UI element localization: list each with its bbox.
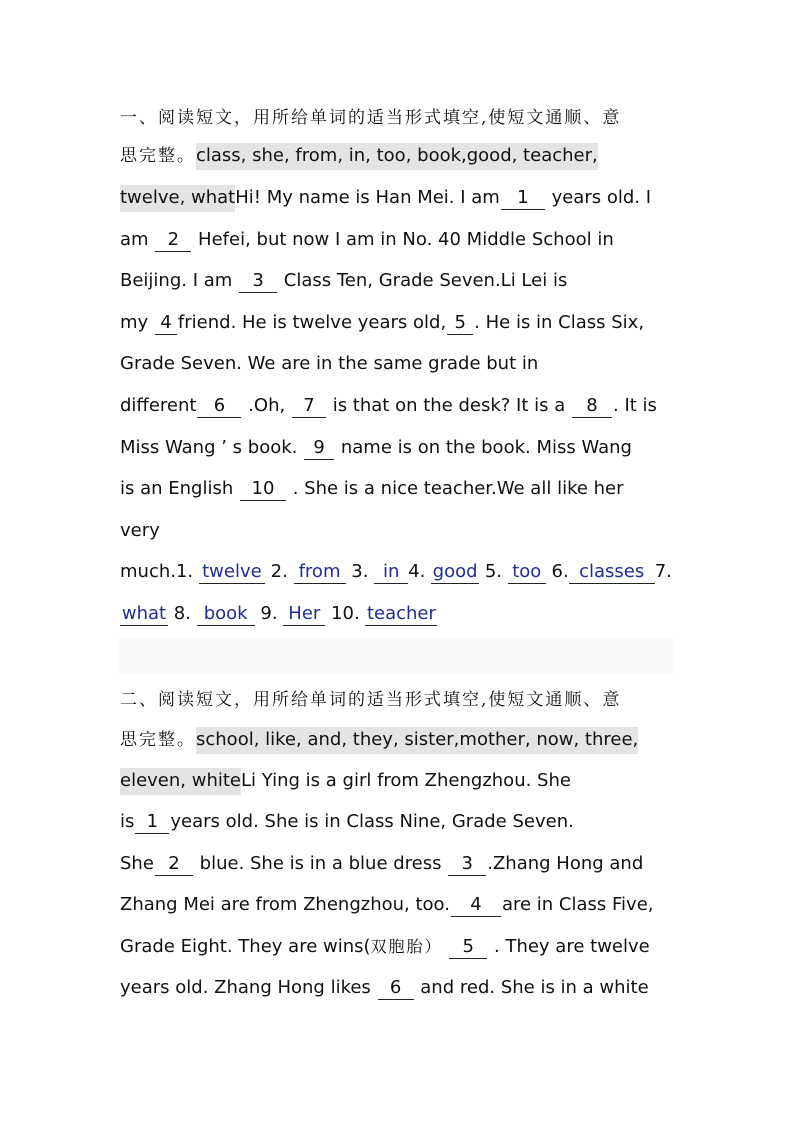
blank-9[interactable]: 9 [304, 437, 334, 460]
passage-text: Hefei, but now I am in No. 40 Middle School in [198, 229, 614, 250]
section1-line11 [120, 517, 160, 545]
passage-text: . They are twelve [494, 936, 650, 957]
section2-line6 [120, 891, 654, 919]
answer-number: 8. [173, 603, 191, 624]
blank-6[interactable]: 6 [378, 977, 414, 1000]
passage-text: is [120, 811, 135, 832]
passage-text: different [120, 395, 197, 416]
passage-text: Beijing. I am [120, 270, 233, 291]
passage-text: are in Class Five, [501, 894, 654, 915]
answer-3: in [374, 561, 408, 584]
passage-text: Hi! My name is Han Mei. I am [235, 187, 500, 208]
answer-7: what [121, 603, 167, 624]
answer-9: Her [283, 603, 325, 626]
answer-4: good [432, 561, 478, 582]
section1-line3 [120, 184, 651, 212]
passage-text: is an English [120, 478, 234, 499]
section2-line5 [120, 850, 643, 878]
blank-10[interactable]: 10 [240, 478, 286, 501]
section2-line2 [120, 726, 638, 754]
answer-10: teacher [366, 603, 436, 624]
word-bank: school, like, and, they, sister,mother, now, three, [196, 727, 638, 754]
section-divider [118, 638, 674, 674]
section2-line4 [120, 808, 574, 836]
passage-text: years old. Zhang Hong likes [120, 977, 371, 998]
passage-text: Li Ying is a girl from Zhengzhou. She [241, 770, 571, 791]
blank-1[interactable]: 1 [501, 187, 545, 210]
section1-line6 [120, 309, 644, 337]
section1-line2 [120, 142, 598, 170]
section1-line7 [120, 350, 538, 378]
answer-number: 4. [408, 561, 426, 582]
passage-text: years old. I [551, 187, 652, 208]
answer-number: 3. [351, 561, 369, 582]
blank-5[interactable]: 5 [449, 936, 487, 959]
blank-2[interactable]: 2 [155, 229, 191, 252]
answer-number: 7. [654, 561, 672, 582]
passage-text: Grade Seven. We are in the same grade but in [120, 353, 539, 374]
passage-text: blue. She is in a blue dress [199, 853, 442, 874]
chinese-gloss: 双胞胎） [370, 937, 443, 956]
word-bank-cont: eleven, white [120, 768, 241, 795]
section1-line10 [120, 475, 624, 503]
blank-6[interactable]: 6 [197, 395, 241, 418]
section1-line8 [120, 392, 657, 420]
answer-number: 2. [270, 561, 288, 582]
blank-7[interactable]: 7 [292, 395, 326, 418]
blank-3[interactable]: 3 [448, 853, 486, 876]
passage-text: is that on the desk? It is a [332, 395, 566, 416]
instruction-text: 二、阅读短文，用所给单词的适当形式填空,使短文通顺、意 [120, 690, 622, 710]
passage-text: much. [120, 561, 176, 582]
blank-4[interactable]: 4 [451, 894, 501, 917]
instruction-text: 一、阅读短文，用所给单词的适当形式填空,使短文通顺、意 [120, 108, 622, 128]
section1-line4 [120, 226, 614, 254]
passage-text: She [120, 853, 154, 874]
answer-number: 5. [484, 561, 503, 582]
passage-text: . It is [613, 395, 657, 416]
instruction-text-cont: 思完整。 [120, 730, 196, 750]
passage-text: Grade Eight. They are wins( [120, 936, 371, 957]
answer-number: 6. [551, 561, 569, 582]
blank-8[interactable]: 8 [572, 395, 612, 418]
passage-text: Zhang Mei are from Zhengzhou, too. [120, 894, 450, 915]
section2-line8 [120, 974, 649, 1002]
word-bank: class, she, from, in, too, book,good, teacher, [196, 143, 598, 170]
section2-line7 [120, 933, 650, 961]
passage-text: am [120, 229, 149, 250]
answer-number: 10. [331, 603, 360, 624]
answer-1: twelve [199, 561, 265, 584]
passage-text: Miss Wang ’ s book. [120, 437, 298, 458]
instruction-text-cont: 思完整。 [120, 146, 196, 166]
passage-text: .Zhang Hong and [487, 853, 644, 874]
answer-key-line2 [120, 600, 437, 628]
answer-5: too [508, 561, 546, 584]
passage-text: name is on the book. Miss Wang [340, 437, 632, 458]
answer-2: from [294, 561, 346, 584]
answer-key-line1 [120, 558, 672, 586]
passage-text: . He is in Class Six, [474, 312, 645, 333]
answer-number: 1. [175, 561, 194, 582]
section2-instruction-line1 [120, 686, 621, 714]
blank-4[interactable]: 4 [155, 312, 177, 335]
answer-8: book [197, 603, 255, 626]
blank-1[interactable]: 1 [135, 811, 169, 834]
passage-text: very [120, 520, 160, 541]
section2-line3 [120, 767, 571, 795]
passage-text: years old. She is in Class Nine, Grade Seven. [170, 811, 574, 832]
section1-line9 [120, 434, 632, 462]
blank-2[interactable]: 2 [155, 853, 193, 876]
passage-text: . She is a nice teacher.We all like her [292, 478, 624, 499]
blank-3[interactable]: 3 [239, 270, 277, 293]
passage-text: .Oh, [248, 395, 286, 416]
section1-line5 [120, 267, 567, 295]
answer-number: 9. [260, 603, 278, 624]
answer-6: classes [569, 561, 655, 584]
word-bank-cont: twelve, what [120, 185, 235, 212]
passage-text: and red. She is in a white [420, 977, 649, 998]
passage-text: friend. He is twelve years old, [177, 312, 447, 333]
passage-text: Class Ten, Grade Seven.Li Lei is [283, 270, 568, 291]
passage-text: my [120, 312, 149, 333]
section1-instruction-line1 [120, 104, 621, 132]
blank-5[interactable]: 5 [447, 312, 473, 335]
